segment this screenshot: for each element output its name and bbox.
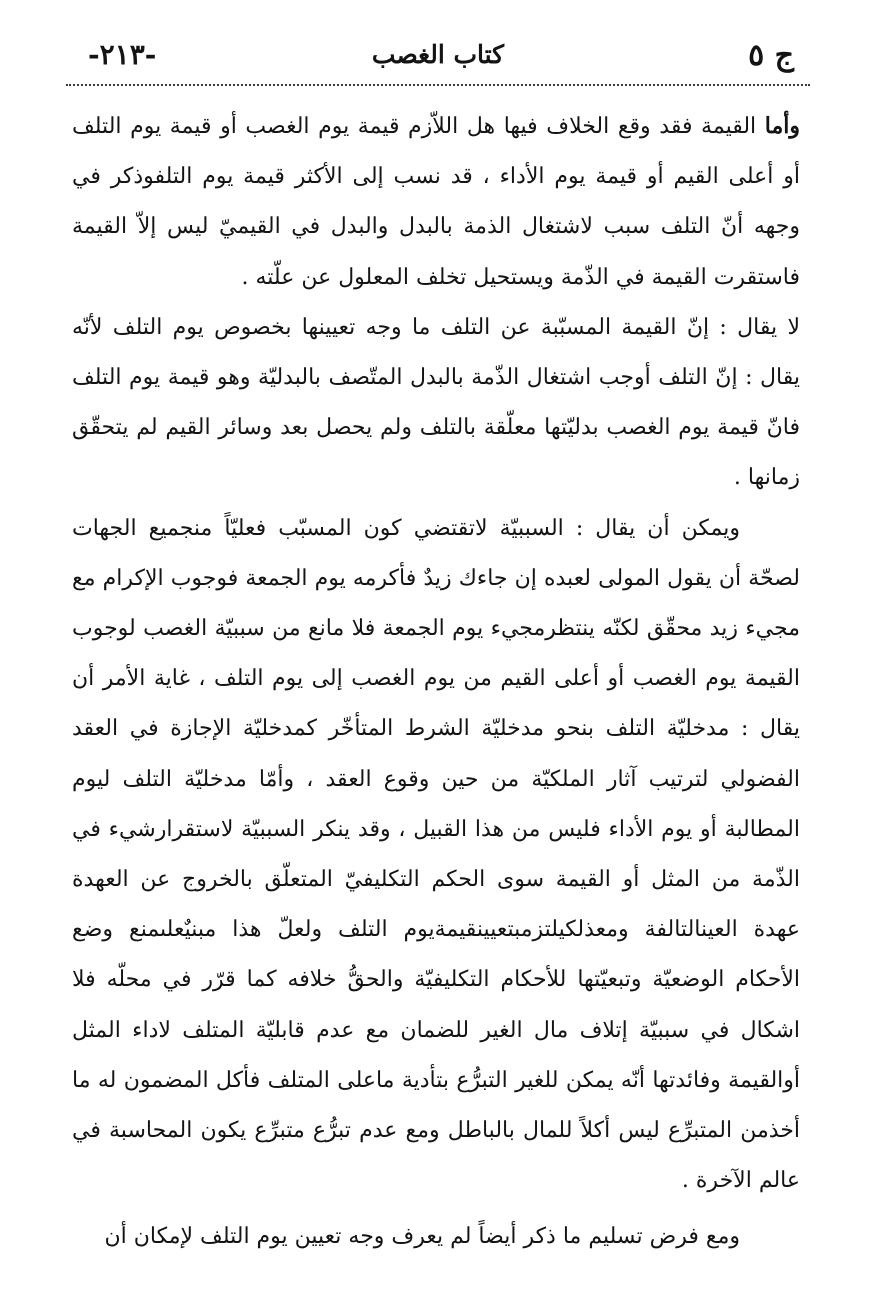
paragraph-text: ومع فرض تسليم ما ذكر أيضاً لم يعرف وجه تعيين يوم التلف لإمكان أن bbox=[104, 1224, 740, 1250]
paragraph-assumption bbox=[72, 1212, 800, 1262]
paragraph-text: لا يقال : إنّ القيمة المسبّبة عن التلف ما وجه تعيينها بخصوص يوم التلف لأنّه يقال : إنّ التلف أوجب اشتغال الذّمة بالبدل المتّصف بالبدليّة وهو قيمة يوم التلف فانّ قيمة يوم الغصب بدليّتها معلّقة بالتلف ولم يحصل بعد وسائر القيم لم يتحقّق زمانها . bbox=[72, 314, 800, 491]
volume-number: ج ٥ bbox=[748, 38, 794, 73]
page-number: -٢١٣- bbox=[88, 38, 157, 71]
book-title: كتاب الغصب bbox=[371, 40, 505, 69]
page-header bbox=[60, 30, 816, 80]
paragraph-response bbox=[72, 504, 800, 1207]
paragraph-value-claim bbox=[72, 101, 800, 303]
paragraph-lead-word: وأما bbox=[764, 113, 800, 139]
paragraph-text: ويمكن أن يقال : السببيّة لاتقتضي كون المسبّب فعليّاً منجميع الجهات لصحّة أن يقول المولى لعبده إن جاءك زيدٌ فأكرمه يوم الجمعة فوجوب الإكرام مع مجيء زيد محقّق لكنّه ينتظرمجيء يوم الجمعة فلا مانع من سببيّة الغصب لوجوب القيمة يوم الغصب أو أعلى القيم من يوم الغصب إلى يوم التلف ، غاية الأمر أن يقال : مدخليّة التلف بنحو مدخليّة الشرط المتأخّر كمدخليّة الإجازة في العقد الفضولي لترتيب آثار الملكيّة من حين وقوع العقد ، وأمّا مدخليّة التلف ليوم المطالبة أو يوم الأداء فليس من هذا القبيل ، وقد ينكر السببيّة لاستقرارشيء في الذّمة من المثل أو القيمة سوى الحكم التكليفيّ المتعلّق بالخروج عن العهدة عهدة العينالتالفة ومعذلكيلتزمبتعيينقيمةيوم التلف ولعلّ هذا مبنيٌعلىمنع وضع الأحكام الوضعيّة وتبعيّتها للأحكام التكليفيّة والحقُّ خلافه كما قرّر في محلّه فلا اشكال في سببيّة إتلاف مال الغير للضمان مع عدم قابليّة المتلف لاداء المثل أوالقيمة وفائدتها أنّه يمكن للغير التبرُّع بتأدية ماعلى المتلف فأكل المضمون له ما أخذمن المتبرِّع ليس أكلاً للمال بالباطل ومع عدم تبرُّع متبرِّع يكون المحاسبة في عالم الآخرة . bbox=[72, 515, 800, 1194]
paragraph-text: القيمة فقد وقع الخلاف فيها هل اللاّزم قيمة يوم الغصب أو قيمة يوم التلف أو أعلى القيم أو قيمة يوم الأداء ، قد نسب إلى الأكثر قيمة يوم التلفوذكر في وجهه أنّ التلف سبب لاشتغال الذمة بالبدل والبدل في القيميّ ليس إلاّ القيمة فاستقرت القيمة في الذّمة ويستحيل تخلف المعلول عن علّته . bbox=[72, 114, 800, 290]
page-body bbox=[72, 101, 800, 1263]
paragraph-objection bbox=[72, 303, 800, 504]
header-divider bbox=[66, 84, 810, 86]
